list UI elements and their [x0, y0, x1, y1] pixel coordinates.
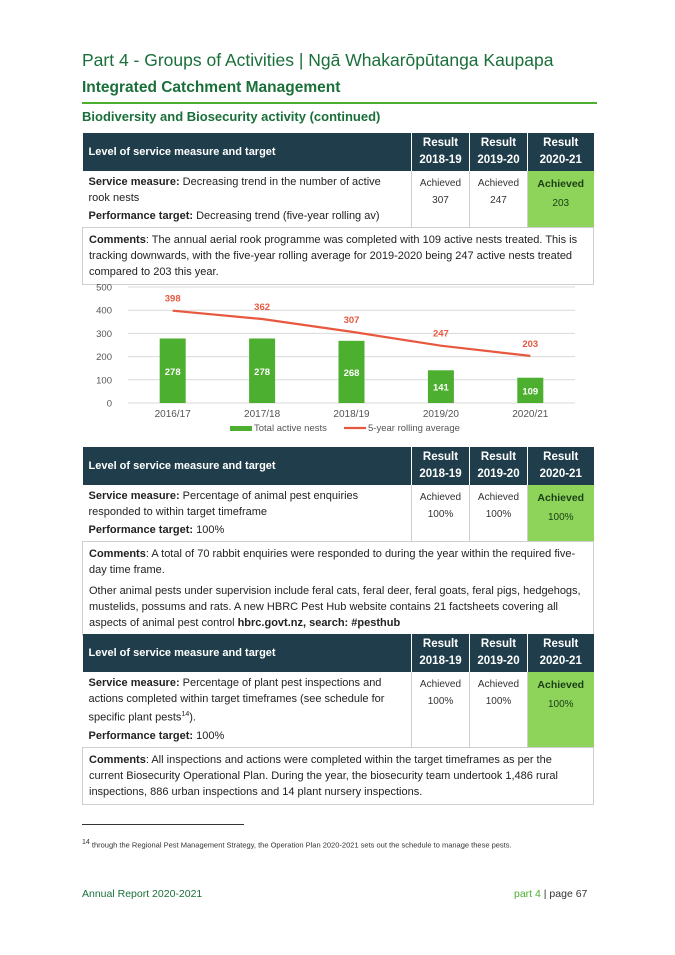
legend-label: 5-year rolling average — [368, 423, 460, 434]
comment-text: Comments: All inspections and actions were completed within the target timeframes as per the current Biosecurity Operational Plan. During the year, the biosecurity team undertook 1,486 rural inspections, 886 urban inspections and 14 plant nursery inspections. — [89, 753, 558, 798]
y-tick-label: 500 — [96, 282, 112, 294]
part-title: Part 4 - Groups of Activities | Ngā Whakarōpūtanga Kaupapa — [82, 50, 554, 70]
line-data-label: 398 — [164, 293, 181, 305]
service-measure: Service measure: Percentage of plant pest inspections and actions completed within target timeframes (see schedule for specific plant pests$^{14}$). — [88, 677, 385, 724]
comments-cell — [83, 747, 594, 804]
legend-label: Total active nests — [254, 423, 327, 434]
measure-description — [83, 171, 412, 228]
result-2018-19: Achieved 307 — [412, 171, 470, 228]
header-result-2020-21: Result 2020-21 — [528, 447, 594, 485]
footer-page-number: part 4 | page 67 — [514, 888, 588, 900]
result-2020-21-achieved: Achieved 203 — [528, 171, 594, 228]
bar-data-label: 278 — [164, 366, 181, 378]
header-level-of-service: Level of service measure and target — [83, 634, 412, 672]
table-header-row — [83, 634, 594, 672]
y-tick-label: 400 — [96, 305, 112, 317]
result-2020-21-achieved: Achieved 100% — [528, 485, 594, 542]
pest-hub-link-text: hbrc.govt.nz, search: #pesthub — [237, 617, 401, 629]
header-result-2019-20: Result 2019-20 — [470, 133, 528, 171]
table-header-row — [83, 447, 594, 485]
section-divider — [82, 102, 597, 104]
activity-subtitle: Biodiversity and Biosecurity activity (continued) — [82, 109, 381, 124]
header-level-of-service: Level of service measure and target — [83, 133, 412, 171]
rook-nests-chart — [82, 281, 593, 439]
footnote: $^{14}$ through the Regional Pest Management Strategy, the Operation Plan 2020-2021 sets out the schedule to manage these pests. — [82, 839, 512, 850]
y-tick-label: 0 — [106, 398, 112, 410]
x-tick-label: 2018/19 — [333, 409, 370, 420]
table-row — [83, 171, 594, 228]
service-measure: Service measure: Percentage of animal pest enquiries responded to within target timeframe — [88, 490, 359, 518]
footnote-ref: 14 — [181, 711, 190, 718]
x-tick-label: 2016/17 — [154, 409, 191, 420]
table-row — [83, 672, 594, 747]
line-data-label: 247 — [432, 328, 449, 340]
service-table-plant-pests — [82, 634, 594, 805]
chart-svg — [82, 281, 593, 439]
service-table-animal-pests — [82, 447, 594, 636]
footnote-divider — [82, 824, 244, 825]
header-result-2019-20: Result 2019-20 — [470, 634, 528, 672]
performance-target: Performance target: 100% — [88, 729, 225, 742]
comment-text: Comments: A total of 70 rabbit enquiries were responded to during the year within the required five-day time frame. — [89, 548, 576, 576]
comments-cell — [83, 542, 594, 636]
performance-target: Performance target: Decreasing trend (five-year rolling av) — [88, 210, 380, 222]
header-result-2018-19: Result 2018-19 — [412, 634, 470, 672]
header-result-2020-21: Result 2020-21 — [528, 634, 594, 672]
header-result-2018-19: Result 2018-19 — [412, 133, 470, 171]
header-result-2019-20: Result 2019-20 — [470, 447, 528, 485]
service-measure: Service measure: Decreasing trend in the number of active rook nests — [88, 176, 381, 204]
result-2019-20: Achieved 100% — [470, 672, 528, 747]
footer-report-title: Annual Report 2020-2021 — [82, 888, 203, 900]
line-data-label: 203 — [522, 338, 539, 350]
table-header-row — [83, 133, 594, 171]
result-2019-20: Achieved 100% — [470, 485, 528, 542]
comment-text-pest-hub: Other animal pests under supervision include feral cats, feral deer, feral goats, feral pigs, hedgehogs, mustelids, possums and rats. A new HBRC Pest Hub website contains 21 factsheets covering all aspects of animal pest control hbrc.govt.nz, search: #pesthub — [89, 585, 581, 629]
x-tick-label: 2019/20 — [422, 409, 459, 420]
x-tick-label: 2017/18 — [244, 409, 281, 420]
legend-swatch-bars — [230, 426, 252, 431]
performance-target: Performance target: 100% — [88, 524, 225, 536]
result-2020-21-achieved: Achieved 100% — [528, 672, 594, 747]
result-2019-20: Achieved 247 — [470, 171, 528, 228]
bar-data-label: 109 — [522, 386, 539, 398]
header-level-of-service: Level of service measure and target — [83, 447, 412, 485]
bar-data-label: 141 — [432, 382, 449, 394]
table-row — [83, 485, 594, 542]
header-result-2018-19: Result 2018-19 — [412, 447, 470, 485]
line-data-label: 362 — [254, 302, 271, 314]
measure-description — [83, 485, 412, 542]
line-data-label: 307 — [343, 314, 360, 326]
y-tick-label: 200 — [96, 352, 112, 364]
bar-data-label: 268 — [343, 367, 360, 379]
section-title: Integrated Catchment Management — [82, 79, 341, 96]
service-table-rook-nests — [82, 133, 594, 285]
comments-cell — [83, 228, 594, 285]
result-2018-19: Achieved 100% — [412, 672, 470, 747]
comment-text: Comments: The annual aerial rook programme was completed with 109 active nests treated. This is tracking downwards, with the five-year rolling average for 2019-2020 being 247 active nests treated compared to 203 this year. — [89, 234, 578, 278]
y-tick-label: 100 — [96, 375, 112, 387]
measure-description — [83, 672, 412, 747]
result-2018-19: Achieved 100% — [412, 485, 470, 542]
bar-data-label: 278 — [254, 366, 271, 378]
header-result-2020-21: Result 2020-21 — [528, 133, 594, 171]
y-tick-label: 300 — [96, 328, 112, 340]
x-tick-label: 2020/21 — [512, 409, 549, 420]
